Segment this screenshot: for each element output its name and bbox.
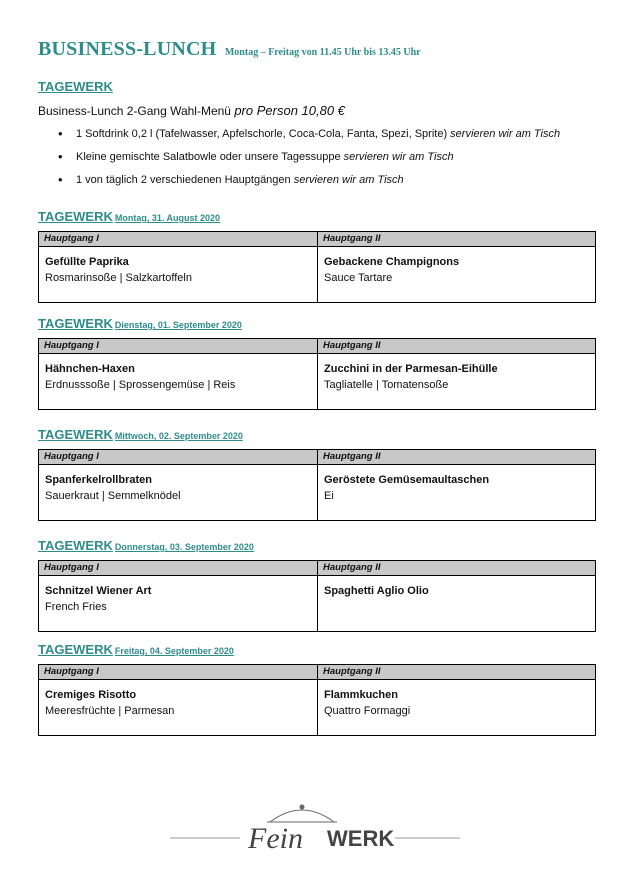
column-header: Hauptgang I — [44, 666, 99, 677]
day-label: TAGEWERK — [38, 209, 113, 224]
menu-table — [38, 231, 596, 303]
bullet-note: servieren wir am Tisch — [343, 151, 454, 163]
day-heading — [38, 208, 220, 226]
menu-table — [38, 560, 596, 632]
day-date: Dienstag, 01. September 2020 — [114, 320, 242, 330]
table-row — [39, 680, 595, 735]
title-text: BUSINESS-LUNCH — [38, 38, 217, 60]
day-label: TAGEWERK — [38, 427, 113, 442]
dish-name: Gebackene Champignons — [324, 256, 460, 268]
table-cell — [317, 354, 595, 409]
logo-bold-text: WERK — [327, 826, 395, 851]
table-header-row — [39, 450, 595, 465]
day-label: TAGEWERK — [38, 642, 113, 657]
day-heading — [38, 641, 234, 659]
day-heading — [38, 426, 243, 444]
offer-text: Business-Lunch 2-Gang Wahl-Menü — [38, 104, 235, 118]
table-cell — [39, 680, 317, 735]
dish-name: Spaghetti Aglio Olio — [324, 585, 429, 597]
dish-name: Gefüllte Paprika — [45, 256, 129, 268]
dish-sides: Tagliatelle | Tomatensoße — [324, 379, 449, 391]
column-header: Hauptgang II — [317, 665, 595, 679]
bullet-note: servieren wir am Tisch — [450, 128, 561, 140]
column-header: Hauptgang II — [317, 561, 595, 575]
table-cell — [39, 576, 317, 631]
dish-sides: French Fries — [45, 601, 107, 613]
dish-name: Geröstete Gemüsemaultaschen — [324, 474, 490, 486]
day-heading — [38, 537, 254, 555]
list-item — [58, 127, 560, 150]
column-header: Hauptgang II — [317, 450, 595, 464]
dish-sides: Meeresfrüchte | Parmesan — [45, 705, 175, 717]
dish-sides: Sauce Tartare — [324, 272, 393, 284]
bullet-text: 1 von täglich 2 verschiedenen Hauptgängen — [76, 174, 294, 186]
column-header: Hauptgang II — [317, 232, 595, 246]
table-cell — [317, 465, 595, 520]
table-cell — [317, 247, 595, 302]
table-row — [39, 247, 595, 302]
table-cell — [39, 465, 317, 520]
day-date: Montag, 31. August 2020 — [114, 213, 221, 223]
table-row — [39, 354, 595, 409]
menu-table — [38, 338, 596, 410]
offer-price: pro Person 10,80 € — [234, 103, 345, 118]
list-item — [58, 150, 560, 173]
table-header-row — [39, 665, 595, 680]
dish-name: Flammkuchen — [324, 689, 398, 701]
column-header: Hauptgang I — [44, 340, 99, 351]
logo-script-text: Fein — [248, 822, 303, 855]
dish-name: Hähnchen-Haxen — [45, 363, 135, 375]
table-cell — [317, 680, 595, 735]
bullet-note: servieren wir am Tisch — [293, 174, 404, 186]
day-label: TAGEWERK — [38, 316, 113, 331]
dish-name: Cremiges Risotto — [45, 689, 137, 701]
column-header: Hauptgang I — [44, 562, 99, 573]
table-row — [39, 465, 595, 520]
table-cell — [39, 247, 317, 302]
dish-name: Zucchini in der Parmesan-Eihülle — [324, 363, 498, 375]
intro-section-heading — [38, 78, 113, 96]
feinwerk-logo — [170, 800, 460, 860]
column-header: Hauptgang I — [44, 451, 99, 462]
dish-sides: Ei — [324, 490, 334, 502]
footer-logo — [170, 800, 460, 860]
dish-sides: Quattro Formaggi — [324, 705, 411, 717]
offer-line — [38, 103, 345, 118]
day-label: TAGEWERK — [38, 538, 113, 553]
dish-name: Schnitzel Wiener Art — [45, 585, 152, 597]
offer-bullet-list — [58, 127, 560, 196]
table-row — [39, 576, 595, 631]
menu-table — [38, 449, 596, 521]
day-date: Donnerstag, 03. September 2020 — [114, 542, 254, 552]
table-header-row — [39, 561, 595, 576]
column-header: Hauptgang II — [317, 339, 595, 353]
day-heading — [38, 315, 242, 333]
page-title — [38, 38, 421, 61]
table-header-row — [39, 232, 595, 247]
column-header: Hauptgang I — [44, 233, 99, 244]
dish-sides: Rosmarinsoße | Salzkartoffeln — [45, 272, 192, 284]
table-cell — [39, 354, 317, 409]
table-cell — [317, 576, 595, 631]
day-date: Freitag, 04. September 2020 — [114, 646, 234, 656]
table-header-row — [39, 339, 595, 354]
list-item — [58, 173, 560, 196]
title-subtitle: Montag – Freitag von 11.45 Uhr bis 13.45 Uhr — [224, 47, 421, 58]
dish-sides: Erdnusssoße | Sprossengemüse | Reis — [45, 379, 236, 391]
day-date: Mittwoch, 02. September 2020 — [114, 431, 243, 441]
dish-sides: Sauerkraut | Semmelknödel — [45, 490, 181, 502]
bullet-text: 1 Softdrink 0,2 l (Tafelwasser, Apfelschorle, Coca-Cola, Fanta, Spezi, Sprite) — [76, 128, 451, 140]
cloche-icon — [267, 805, 337, 822]
dish-name: Spanferkelrollbraten — [45, 474, 152, 486]
bullet-text: Kleine gemischte Salatbowle oder unsere Tagessuppe — [76, 151, 344, 163]
intro-section-label: TAGEWERK — [38, 79, 113, 94]
menu-table — [38, 664, 596, 736]
